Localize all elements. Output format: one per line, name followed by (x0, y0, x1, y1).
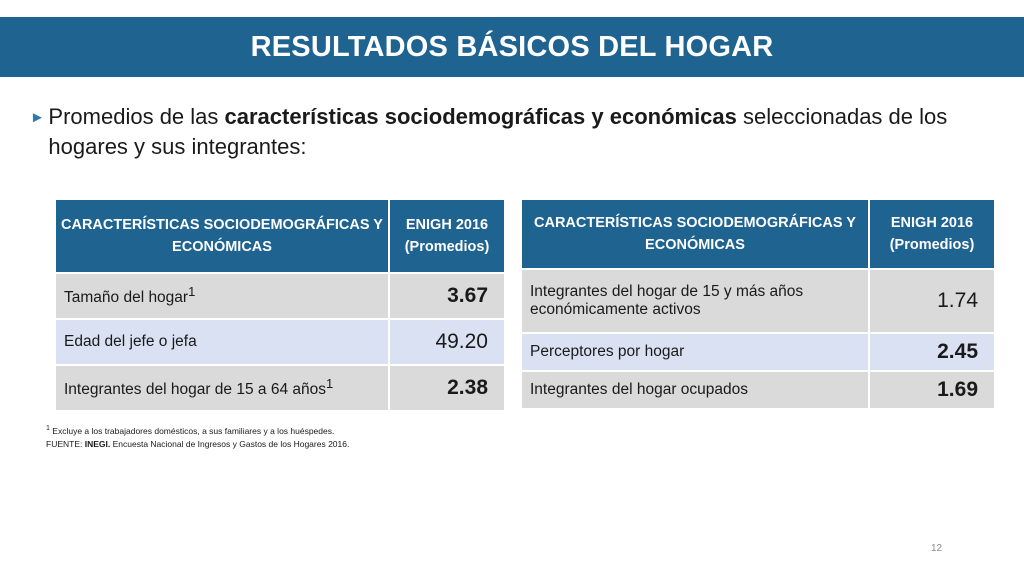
row-label: Perceptores por hogar (522, 333, 869, 371)
left-table-header (56, 200, 504, 273)
footnote-marker: 1 (188, 284, 196, 300)
row-value: 2.38 (389, 365, 504, 410)
table-row (56, 273, 504, 319)
table-row (522, 371, 994, 408)
table-row (522, 333, 994, 371)
row-label: Edad del jefe o jefa (56, 319, 389, 365)
intro-bullet (30, 102, 980, 162)
left-header-enigh: ENIGH 2016 (Promedios) (389, 200, 504, 273)
row-label: Integrantes del hogar de 15 a 64 años$^1$ (56, 365, 389, 410)
row-value: 49.20 (389, 319, 504, 365)
row-value: 2.45 (869, 333, 994, 371)
row-value: 1.74 (869, 269, 994, 333)
footnote-marker: 1 (325, 376, 334, 392)
right-table (522, 200, 994, 408)
intro-text (48, 102, 980, 162)
table-row (56, 365, 504, 410)
footnote-note: $^1$ Excluye a los trabajadores domésticos, a sus familiares y a los huéspedes. (46, 424, 335, 436)
intro-suffix: seleccionadas de los hogares y sus integrantes: (48, 104, 948, 159)
footnotes (46, 422, 349, 451)
page-title: RESULTADOS BÁSICOS DEL HOGAR (250, 30, 774, 63)
row-label: Tamaño del hogar$^1$ (56, 273, 389, 319)
intro-prefix: Promedios de las (48, 104, 225, 129)
title-bar (0, 17, 1024, 77)
intro-bold: características sociodemográficas y económicas (224, 104, 737, 129)
right-header-characteristics: CARACTERÍSTICAS SOCIODEMOGRÁFICAS Y ECONÓMICAS (522, 200, 869, 269)
row-label: Integrantes del hogar de 15 y más años económicamente activos (522, 269, 869, 333)
bullet-arrow-icon: ► (30, 109, 45, 126)
left-header-characteristics: CARACTERÍSTICAS SOCIODEMOGRÁFICAS Y ECONÓMICAS (56, 200, 389, 273)
footnote-source: FUENTE: INEGI. Encuesta Nacional de Ingresos y Gastos de los Hogares 2016. (46, 438, 350, 449)
table-row (522, 269, 994, 333)
table-row (56, 319, 504, 365)
right-table-header (522, 200, 994, 269)
row-value: 1.69 (869, 371, 994, 408)
row-value: 3.67 (389, 273, 504, 319)
right-header-enigh: ENIGH 2016 (Promedios) (869, 200, 994, 269)
page-number: 12 (931, 543, 943, 554)
row-label: Integrantes del hogar ocupados (522, 371, 869, 408)
footnote-marker: 1 (46, 424, 50, 432)
left-table (56, 200, 504, 410)
